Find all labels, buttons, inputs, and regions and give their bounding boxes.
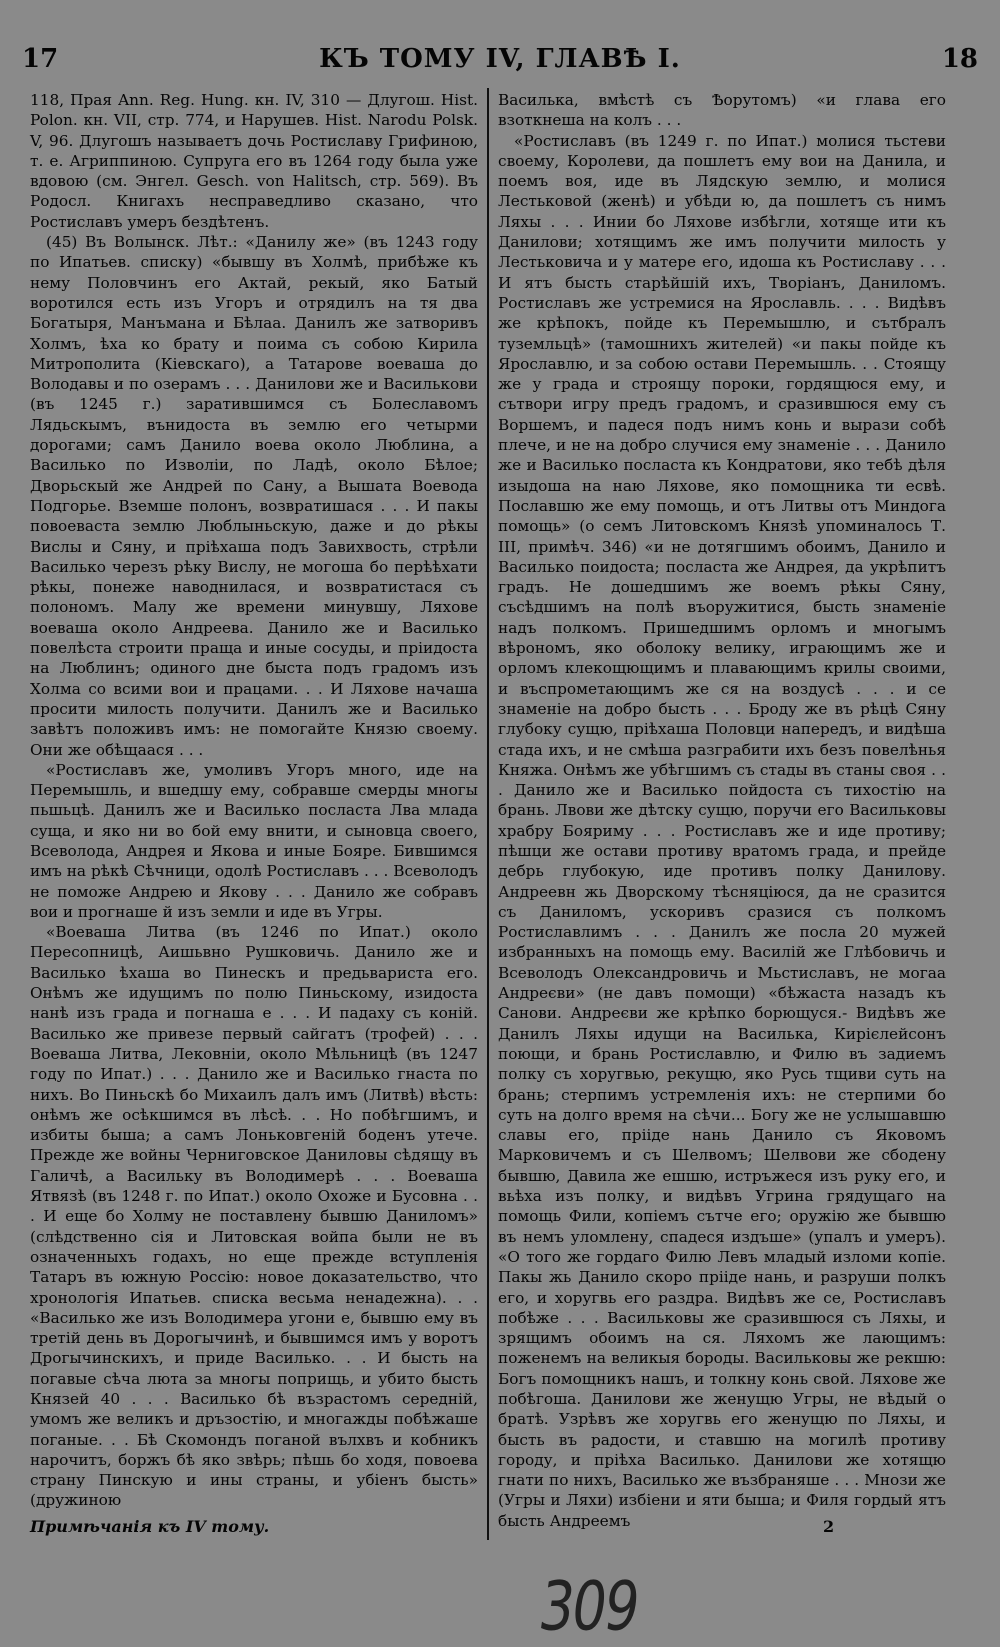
paragraph: «Воеваша Литва (въ 1246 по Ипат.) около Пересопницѣ, Аишьвно Рушковичь. Данило же и Василько ѣхаша во Пинескъ и предьвариста его. Онѣмъ же идущимъ по полю Пиньскому, изидоста нанѣ изъ града и погнаша е . . . И падаху съ коній. Василько же привезе первый сайгатъ (трофей) . . . Воеваша Литва, Лековніи, около Мѣльницѣ (въ 1247 году по Ипат.) . . . Данило же и Василько гнаста по нихъ. Во Пиньскѣ бо Михаилъ далъ имъ (Литвѣ) вѣсть: онѣмъ же осѣкшимся въ лѣсѣ. . . Но побѣгшимъ, и избиты быша; а самъ Лоньковгеній боденъ утече. Прежде же войны Черниговское Даниловы сѣдящу въ Галичѣ, а Васильку въ Володимерѣ . . . Воеваша Ятвязѣ (въ 1248 г. по Ипат.) около Охоже и Бусовна . . . И еще бо Холму не поставлену бывшю Даниломъ» (слѣдственно сія и Литовская войпа были не въ означенныхъ годахъ, но еще прежде вступленія Татаръ въ южную Россію: новое доказательство, что хронологія Ипатьев. списка весьма ненадежна). . . «Василько же изъ Володимера угони е, бывшю ему въ третій день въ Дорогычинѣ, и бывшимся имъ у воротъ Дрогычинскихъ, и приде Василько. . . И бысть на погавые сѣча люта за многы поприщь, и убито бысть Князей 40 . . . Василько бѣ възрастомъ середній, умомъ же великъ и дръзостію, и многажды побѣжаше поганые. . . Бѣ Скомондъ поганой вълхвъ и кобникъ нарочитъ, боржъ бѣ яко звѣрь; пѣшь бо ходя, повоева страну Пинскую и ины страны, и убіенъ бысть» (дружиною — [30, 923, 478, 1510]
paragraph: (45) Въ Волынск. Лѣт.: «Данилу же» (въ 1243 году по Ипатьев. списку) «бывшу въ Холмѣ, прибѣже къ нему Половчинъ его Актай, рекый, яко Батый воротился есть изъ Угоръ и отрядилъ на тя два Богатыря, Манъмана и Бѣлаа. Данилъ же затворивъ Холмъ, ѣха ко брату и поима съ собою Кирила Митрополита (Кіевскаго), а Татарове воеваша до Володавы и по озерамъ . . . Данилови же и Василькови (въ 1245 г.) заратившимся съ Болеславомъ Лядьскымъ, вънидоста въ землю его четырми дорогами; самъ Данило воева около Люблина, а Василько по Изволіи, по Ладѣ, около Бѣлое; Дворьскый же Андрей по Сану, а Вышата Воевода Подгорье. Вземше полонъ, возвратишася . . . И пакы повоеваста землю Люблыньскую, даже и до рѣкы Вислы и Сяну, и пріѣхаша подъ Завихвость, стрѣли Василько черезъ рѣку Вислу, не могоша бо перѣѣхати рѣкы, понеже наводнилася, и возвратистася съ полономъ. Малу же времени минувшу, Ляхове воеваша около Андреева. Данило же и Василько повелѣста строити праща и иные сосуды, и пріидоста на Люблинъ; одиного дне быста подъ градомъ изъ Холма со всими вои и працами. . . И Ляхове начаша просити милость получити. Данилъ же и Василько завѣтъ положивъ имъ: не помогайте Князю своему. Они же обѣщаася . . . — [30, 233, 478, 759]
notes-caption: Примѣчанія къ IV тому. — [30, 1517, 270, 1536]
right-column — [498, 90, 946, 1530]
column-divider — [487, 88, 489, 1540]
signature-mark: 2 — [823, 1517, 835, 1536]
running-header — [22, 42, 978, 76]
paragraph: 118, Прая Ann. Reg. Hung. кн. IV, 310 — Длугош. Hist. Polon. кн. VII, стр. 774, и Нарушев. Hist. Narodu Polsk. V, 96. Длугошъ называетъ дочь Ростиславу Грифиною, т. е. Агриппиною. Супруга его въ 1264 году была уже вдовою (см. Энгел. Gesch. von Halitsch, стр. 569). Въ Родосл. Книгахъ несправедливо сказано, что Ростиславъ умеръ бездѣтенъ. — [30, 91, 478, 231]
running-title: КЪ ТОМУ IV, ГЛАВѢ I. — [319, 44, 681, 74]
paragraph: Василька, вмѣстѣ съ Ѣорутомъ) «и глава его взоткнеша на колъ . . . — [498, 91, 946, 130]
left-column — [30, 90, 478, 1510]
left-page-number: 17 — [22, 44, 59, 74]
handwritten-page-number: 309 — [534, 1567, 643, 1646]
paragraph: «Ростиславъ (въ 1249 г. по Ипат.) молися тьстеви своему, Королеви, да пошлетъ ему вои на Данила, и поемъ воя, иде въ Лядскую землю, и молися Лестьковой (женѣ) и убѣди ю, да пошлетъ съ нимъ Ляхы . . . Инии бо Ляхове избѣгли, хотяще ити къ Данилови; хотящимъ же имъ получити милость у Лестьковича и у матере его, идоша къ Ростиславу . . . И ятъ бысть старѣйшій ихъ, Творіанъ, Даниломъ. Ростиславъ же устремися на Ярославль. . . . Видѣвъ же крѣпокъ, пойде къ Перемышлю, и сътбралъ туземльцѣ» (тамошнихъ жителей) «и пакы пойде къ Ярославлю, и за собою остави Перемышль. . . Стоящу же у града и строящу пороки, гордящюся ему, и сътвори игру предъ градомъ, и сразившюся ему съ Воршемъ, и падеся подъ нимъ конь и вырази собѣ плече, и не на добро случися ему знаменіе . . . Данило же и Василько посласта къ Кондратови, яко тебѣ дѣля изыдоша на наю Ляхове, яко помощника ти есвѣ. Пославшю же ему помощь, и отъ Литвы отъ Миндога помощь» (о семъ Литовскомъ Князѣ упоминалось Т. III, примѣч. 346) «и не дотягшимъ обоимъ, Данило и Василько поидоста; посласта же Андрея, да укрѣпитъ градъ. Не дошедшимъ же воемъ рѣкы Сяну, съсѣдшимъ на полѣ въоружитися, бысть знаменіе надъ полкомъ. Пришедшимъ орломъ и многымъ вѣрономъ, яко оболоку велику, играющимъ же и орломъ клекощющимъ и плавающимъ крилы своими, и въспрометающимъ же ся на воздусѣ . . . и се знаменіе на добро бысть . . . Броду же въ рѣцѣ Сяну глубоку сущю, пріѣхаша Половци напередъ, и видѣша стада ихъ, и не смѣша разграбити ихъ безъ повелѣнья Княжа. Онѣмъ же убѣгшимъ съ стады въ станы своя . . . Данило же и Василько пойдоста съ тихостію на брань. Лвови же дѣтску сущю, поручи его Васильковы храбру Бояриму . . . Ростиславъ же и иде противу; пѣшци же остави противу вратомъ града, и прейде дебрь глубокую, иде противъ полку Данилову. Андреевн жь Дворскому тѣсняціюся, да не сразится съ Даниломъ, ускоривъ сразися съ полкомъ Ростиславлимъ . . . Данилъ же посла 20 мужей избранныхъ на помощь ему. Василій же Глѣбовичь и Всеволодъ Олександровичь и Мьстиславъ, не могаа Андреєви» (не давъ помощи) «бѣжаста назадъ къ Санови. Андреєви же крѣпко борющуся.- Видѣвъ же Данилъ Ляхы идущи на Василька, Кирієлейсонъ поющи, и брань Ростиславлю, и Филю въ задиемъ полку съ хоругвью, рекущю, яко Русь тщиви суть на брань; стерпимъ устремленія ихъ: не стерпими бо суть на долго время на сѣчи... Богу же не услышавшю славы его, прііде нань Данило съ Яковомъ Марковичемъ и съ Шелвомъ; Шелвови же сбодену бывшю, Давила же ешшю, истръжеся изъ руку его, и вьѣха изъ полку, и видѣвъ Угрина грядущаго на помощь Фили, копіемъ сътче его; оружію же бывшю въ немъ уломлену, спадеся издъше» (упалъ и умеръ). «О того же гордаго Филю Левъ младый изломи копіе. Пакы жь Данило скоро прііде нань, и разруши полкъ его, и хоругвь его раздра. Видѣвъ же се, Ростиславъ побѣже . . . Васильковы же сразившюся съ Ляхы, и зрящимъ обоимъ на ся. Ляхомъ же лающимъ: поженемъ на великыя бороды. Васильковы же рекшю: Богъ помощникъ нашъ, и толкну конь свой. Ляхове же побѣгоша. Данилови же женущю Угры, не вѣдый о братѣ. Узрѣвъ же хоругвь его женущю по Ляхы, и бысть въ радости, и ставшю на могилѣ противу городу, и пріѣха Василько. Данилови же хотящю гнати по нихъ, Василько же възбраняше . . . Мнози же (Угры и Ляхи) избіени и яти быша; и Филя гордый ятъ бысть Андреемъ — [498, 131, 946, 1530]
paragraph: «Ростиславъ же, умоливъ Угоръ много, иде на Перемышль, и вшедшу ему, собравше смерды многы пьшьцѣ. Данилъ же и Василько посласта Лва млада суща, и яко ни во бой ему внити, и сыновца своего, Всеволода, Андрея и Якова и иные Бояре. Бившимся имъ на рѣкѣ Сѣчници, одолѣ Ростиславъ . . . Всеволодъ не поможе Андрею и Якову . . . Данило же собравъ вои и прогнаше й изъ земли и иде въ Угры. — [30, 760, 478, 921]
right-page-number: 18 — [941, 44, 978, 74]
